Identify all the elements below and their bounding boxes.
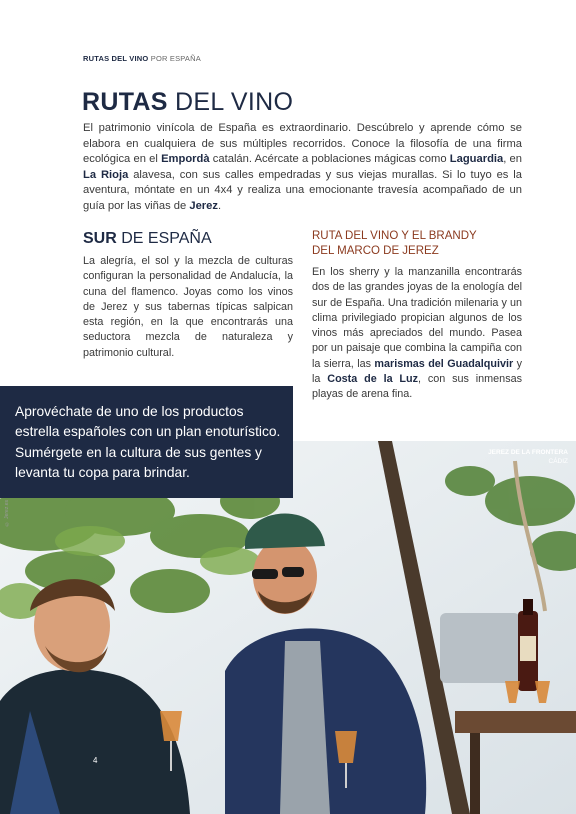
photo-caption (488, 449, 568, 466)
south-heading-light: DE ESPAÑA (121, 230, 212, 247)
route-heading (312, 229, 532, 258)
intro-text: catalán. Acércate a poblaciones mágicas como (209, 153, 450, 166)
callout-text: Aprovéchate de uno de los productos estrella españoles con un plan enoturístico. Sumérgete en la cultura de sus gentes y levanta tu copa para brindar. (15, 404, 281, 480)
intro-highlight-la-rioja: La Rioja (83, 168, 129, 181)
intro-highlight-jerez: Jerez (189, 199, 218, 212)
page-title-bold: RUTAS (82, 88, 168, 116)
caption-place: JEREZ DE LA FRONTERA (488, 449, 568, 456)
route-highlight-marismas: marismas del Guadalquivir (374, 357, 514, 370)
intro-highlight-emporda: Empordà (161, 153, 210, 166)
intro-text: , en (503, 153, 523, 166)
route-paragraph (312, 265, 522, 403)
south-heading-bold: SUR (83, 230, 117, 247)
south-heading (83, 230, 212, 248)
page-title (82, 88, 293, 117)
intro-paragraph (83, 121, 522, 215)
page-title-light: DEL VINO (175, 88, 294, 116)
running-header (83, 54, 201, 63)
route-heading-line1: RUTA DEL VINO Y EL BRANDY (312, 230, 477, 242)
south-paragraph: La alegría, el sol y la mezcla de culturas configuran la personalidad de Andalucía, la cuna del flamenco. Joyas como los vinos de Jerez y sus tabernas típicas salpican esta región, en la que encontrarás una seductora mezcla de naturaleza y patrimonio cultural. (83, 255, 293, 359)
page-number: 4 (93, 756, 98, 765)
caption-region: CÁDIZ (548, 457, 568, 465)
route-text: , con sus inmensas playas de arena fina. (312, 373, 522, 401)
running-header-bold: RUTAS DEL VINO (83, 54, 149, 63)
intro-text: alavesa, con sus calles empedradas y sus viejas murallas. Si lo tuyo es la aventura, móntate en un 4x4 y realiza una emocionante travesía acompañado de un guía por las viñas de (83, 168, 523, 212)
route-text: En los sherry y la manzanilla encontrarás dos de las grandes joyas de la enología del sur de España. Una tradición milenaria y un clima privilegiado propician algunos de los vinos más apreciados del mundo. Pasea por un paisaje que combina la campiña con la sierra, las (312, 266, 522, 370)
callout-box (0, 386, 293, 498)
running-header-light: POR ESPAÑA (150, 54, 201, 63)
route-heading-line2: DEL MARCO DE JEREZ (312, 244, 439, 257)
intro-highlight-laguardia: Laguardia (449, 153, 504, 166)
intro-text: El patrimonio vinícola de España es extraordinario. Descúbrelo y aprende cómo se elabora en cualquiera de sus múltiples recorridos. Conoce la filosofía de una firma ecológica en el (83, 122, 522, 166)
photo-credit: © Jerez.es (4, 500, 10, 527)
intro-text: . (217, 199, 222, 212)
route-text: y la (312, 357, 522, 386)
route-highlight-costa-luz: Costa de la Luz (327, 373, 419, 386)
